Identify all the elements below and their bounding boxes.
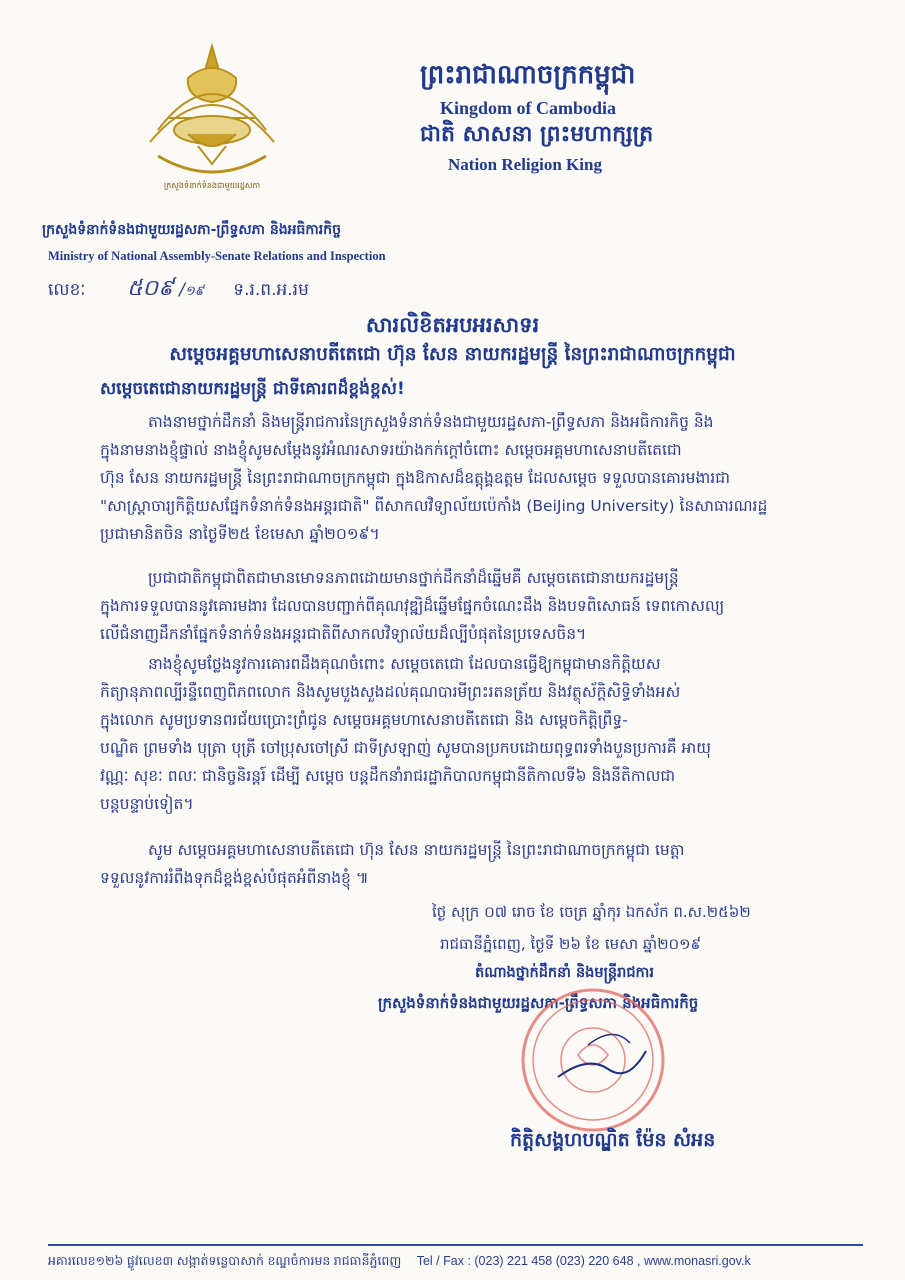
reference-year: ១៩: [184, 284, 204, 299]
emblem-caption: ក្រសួងទំនាក់ទំនងជាមួយរដ្ឋសភា: [163, 181, 261, 190]
paragraph-4: [100, 836, 870, 892]
reference-suffix: ទ.រ.ព.អ.រម: [233, 280, 309, 300]
signer-name: កិត្តិសង្គហបណ្ឌិត ម៉ែន សំអន: [510, 1129, 716, 1151]
ministry-name-en: Ministry of National Assembly-Senate Relations and Inspection: [48, 249, 386, 263]
p3-line: ក្នុងលោក សូមប្រទានពរជ័យប្រោះព្រំជូន សម្តេចអគ្គមហាសេនាបតីតេជោ និង សម្តេចកិត្តិព្រឹទ្ធ-: [100, 711, 628, 729]
p1-line: ហ៊ុន សែន នាយករដ្ឋមន្ត្រី នៃព្រះរាជាណាចក្រកម្ពុជា ក្នុងឱកាសដ៏ឧត្តុង្គឧត្តម ដែលសម្តេច ទទួលបានគោរមងារជា: [100, 469, 730, 487]
signature-ministry: ក្រសួងទំនាក់ទំនងជាមួយរដ្ឋសភា-ព្រឹទ្ធសភា និងអធិការកិច្ច: [378, 994, 699, 1012]
official-stamp-icon: [518, 985, 668, 1135]
p3-line: វណ្ណៈ សុខៈ ពលៈ ជានិច្ចនិរន្តរ៍ ដើម្បី សម្តេច បន្តដឹកនាំរាជរដ្ឋាភិបាលកម្ពុជានីតិកាលទី៦ និងនីតិកាលជា: [100, 767, 676, 785]
footer-contact: Tel / Fax : (023) 221 458 (023) 220 648 , www.monasri.gov.k: [416, 1254, 751, 1268]
letter-subtitle: សម្តេចអគ្គមហាសេនាបតីតេជោ ហ៊ុន សែន នាយករដ្ឋមន្ត្រី នៃព្រះរាជាណាចក្រកម្ពុជា: [169, 344, 736, 365]
footer: [48, 1254, 751, 1272]
p3-line: បណ្ឌិត ព្រមទាំង បុត្រា បុត្រី ចៅប្រុសចៅស្រី ជាទីស្រឡាញ់ សូមបានប្រកបដោយពុទ្ធពរទាំងបួនប្រការគឺ អាយុ: [100, 739, 712, 757]
motto-en: Nation Religion King: [448, 155, 602, 174]
p2-line: ប្រជាជាតិកម្ពុជាពិតជាមានមោទនភាពដោយមានថ្នាក់ដឹកនាំដ៏ឆ្នើមគឺ សម្តេចតេជោនាយករដ្ឋមន្ត្រី: [148, 569, 679, 587]
paragraph-2: [100, 564, 870, 648]
ministry-emblem-icon: [128, 38, 296, 198]
p2-line: ក្នុងការទទួលបាននូវគោរមងារ ដែលបានបញ្ជាក់ពីគុណវុឌ្ឍិដ៏ឆ្នើមផ្នែកចំណេះដឹង និងបទពិសោធន៍ ទេពកោសល្យ: [100, 597, 725, 615]
on-behalf-label: តំណាងថ្នាក់ដឹកនាំ និងមន្ត្រីរាជការ: [475, 965, 654, 981]
kingdom-en: Kingdom of Cambodia: [440, 98, 617, 118]
salutation: សម្តេចតេជោនាយករដ្ឋមន្ត្រី ជាទីគោរពដ៏ខ្ពង់ខ្ពស់!: [100, 379, 405, 399]
footer-divider: [48, 1244, 863, 1246]
reference-number: ៥០៩: [126, 276, 174, 301]
date-lunar: ថ្ងៃ សុក្រ ០៧ រោច ខែ ចេត្រ ឆ្នាំកុរ ឯកស័ក ព.ស.២៥៦២: [432, 903, 751, 921]
reference-label: លេខៈ: [48, 280, 86, 300]
letter-title: សារលិខិតអបអរសាទរ: [365, 313, 540, 337]
ministry-name-kh: ក្រសួងទំនាក់ទំនងជាមួយរដ្ឋសភា-ព្រឹទ្ធសភា និងអធិការកិច្ច: [42, 222, 341, 238]
p4-line: សូម សម្តេចអគ្គមហាសេនាបតីតេជោ ហ៊ុន សែន នាយករដ្ឋមន្ត្រី នៃព្រះរាជាណាចក្រកម្ពុជា មេត្តា: [148, 841, 685, 859]
p3-line: កិត្យានុភាពល្បីរន្ទឺពេញពិភពលោក និងសូមបួងសួងដល់គុណបារមីព្រះរតនត្រ័យ និងវត្ថុស័ក្តិសិទ្ធិទាំងអស់: [100, 683, 681, 701]
p1-line: តាងនាមថ្នាក់ដឹកនាំ និងមន្ត្រីរាជការនៃក្រសួងទំនាក់ទំនងជាមួយរដ្ឋសភា-ព្រឹទ្ធសភា និងអធិការកិច្ច និង: [148, 413, 714, 431]
p3-line: បន្តបន្ទាប់ទៀត។: [100, 795, 194, 813]
p4-line: ទទួលនូវការរំពឹងទុកដ៏ខ្ពង់ខ្ពស់បំផុតអំពីនាងខ្ញុំ ៕: [100, 869, 369, 887]
p1-line: ក្នុងនាមនាងខ្ញុំផ្ទាល់ នាងខ្ញុំសូមសម្តែងនូវអំណរសាទរយ៉ាងកក់ក្តៅចំពោះ សម្តេចអគ្គមហាសេនាបតីតេជោ: [100, 441, 682, 459]
motto-kh: ជាតិ សាសនា ព្រះមហាក្សត្រ: [420, 122, 654, 147]
p1-line: ប្រជាមានិតចិន នាថ្ងៃទី២៥ ខែមេសា ឆ្នាំ២០១៩។: [100, 525, 380, 543]
p1-line: "សាស្ត្រាចារ្យកិត្តិយសផ្នែកទំនាក់ទំនងអន្តរជាតិ" ពីសាកលវិទ្យាល័យប៉េកាំង (BeiJing University) នៃសាធារណរដ្ឋ: [100, 497, 768, 515]
reference: លេខៈ ៥០៩ /១៩ ទ.រ.ព.អ.រម: [48, 276, 309, 301]
paragraph-1: [100, 408, 870, 548]
footer-address: អគារលេខ១២៦ ផ្លូវលេខ៣ សង្កាត់ទន្លេបាសាក់ ខណ្ឌចំការមន រាជធានីភ្នំពេញ: [48, 1254, 402, 1268]
kingdom-kh: ព្រះរាជាណាចក្រកម្ពុជា: [420, 60, 636, 90]
p2-line: លើជំនាញដឹកនាំផ្នែកទំនាក់ទំនងអន្តរជាតិពីសាកលវិទ្យាល័យដ៏ល្បីបំផុតនៃប្រទេសចិន។: [100, 625, 587, 643]
p3-line: នាងខ្ញុំសូមថ្លែងនូវការគោរពដឹងគុណចំពោះ សម្តេចតេជោ ដែលបានធ្វើឱ្យកម្ពុជាមានកិត្តិយស: [148, 655, 661, 673]
paragraph-3: [100, 650, 870, 818]
date-solar: រាជធានីភ្នំពេញ, ថ្ងៃទី ២៦ ខែ មេសា ឆ្នាំ២០១៩: [440, 935, 702, 953]
